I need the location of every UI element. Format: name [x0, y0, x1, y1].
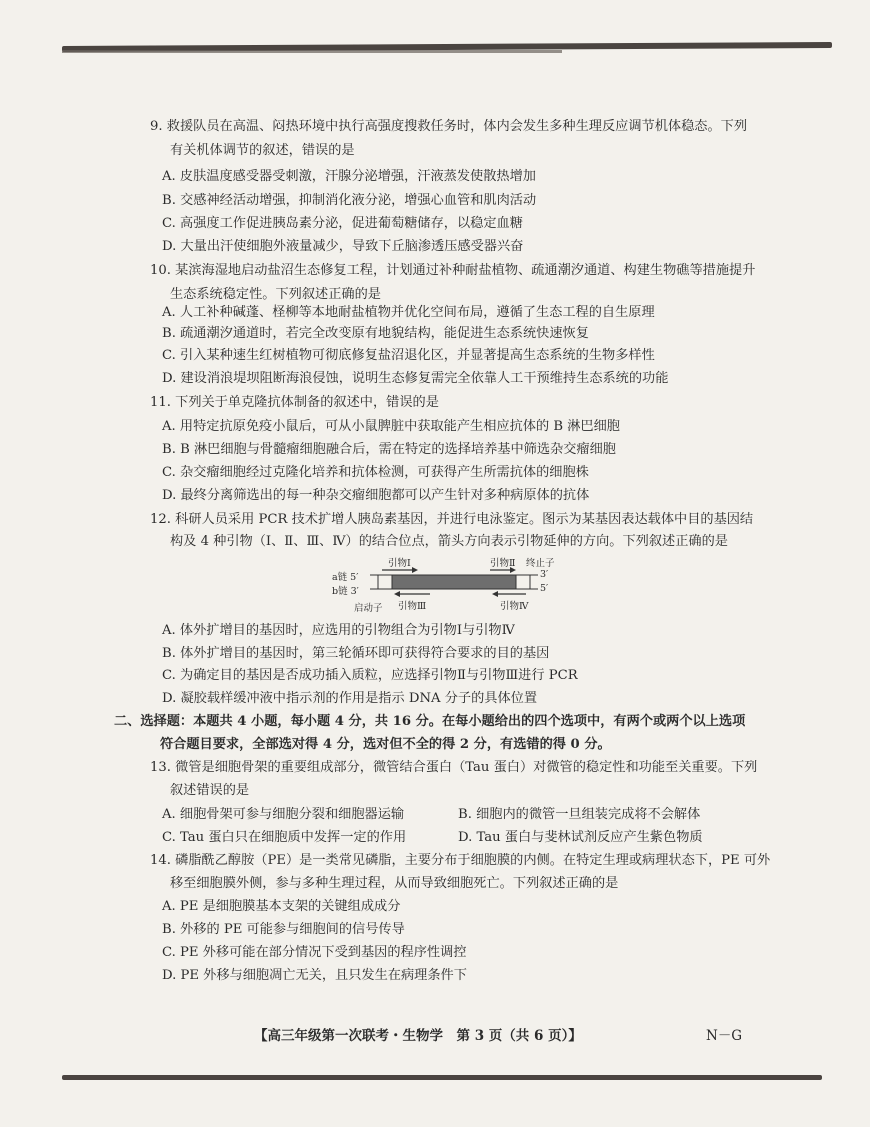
q12-option-a: A. 体外扩增目的基因时，应选用的引物组合为引物Ⅰ与引物Ⅳ [162, 623, 515, 638]
q13-option-b: B. 细胞内的微管一旦组装完成将不会解体 [458, 807, 701, 822]
exam-code: N－G [706, 1028, 743, 1044]
q9-stem-line1: 9. 救援队员在高温、闷热环境中执行高强度搜救任务时，体内会发生多种生理反应调节机体稳态。下列 [150, 119, 748, 134]
q12-option-b: B. 体外扩增目的基因时，第三轮循环即可获得符合要求的目的基因 [162, 646, 550, 661]
q13-option-a: A. 细胞骨架可参与细胞分裂和细胞器运输 [162, 807, 405, 822]
q12-stem-line1: 12. 科研人员采用 PCR 技术扩增人胰岛素基因，并进行电泳鉴定。图示为某基因表达载体中目的基因结 [150, 512, 754, 527]
label-chain-a: a链 5′ [332, 572, 359, 583]
q13-options-row2 [162, 829, 703, 847]
page-footer: 【高三年级第一次联考・生物学 第 3 页（共 6 页）】 [254, 1028, 582, 1044]
target-gene-block [392, 575, 516, 589]
scan-edge-bottom [62, 1075, 822, 1080]
q14-option-c: C. PE 外移可能在部分情况下受到基因的程序性调控 [162, 945, 467, 960]
q14-stem-line1: 14. 磷脂酰乙醇胺（PE）是一类常见磷脂，主要分布于细胞膜的内侧。在特定生理或病理状态下，PE 可外 [150, 853, 771, 868]
q13-stem-line1: 13. 微管是细胞骨架的重要组成部分，微管结合蛋白（Tau 蛋白）对微管的稳定性和功能至关重要。下列 [150, 760, 758, 775]
q11-option-d: D. 最终分离筛选出的每一种杂交瘤细胞都可以产生针对多种病原体的抗体 [162, 488, 590, 503]
q11-option-a: A. 用特定抗原免疫小鼠后，可从小鼠脾脏中获取能产生相应抗体的 B 淋巴细胞 [162, 419, 620, 434]
q13-stem-line2: 叙述错误的是 [170, 783, 250, 798]
label-primer4: 引物Ⅳ [500, 601, 529, 612]
q13-option-c: C. Tau 蛋白只在细胞质中发挥一定的作用 [162, 830, 407, 845]
q13-option-d: D. Tau 蛋白与斐林试剂反应产生紫色物质 [458, 830, 703, 845]
label-primer1: 引物Ⅰ [388, 558, 411, 569]
terminator-block [516, 575, 530, 589]
label-primer3: 引物Ⅲ [398, 601, 427, 612]
q11-option-c: C. 杂交瘤细胞经过克隆化培养和抗体检测，可获得产生所需抗体的细胞株 [162, 465, 589, 480]
q9-option-a: A. 皮肤温度感受器受刺激，汗腺分泌增强，汗液蒸发使散热增加 [162, 169, 536, 184]
q10-option-c: C. 引入某种速生红树植物可彻底修复盐沼退化区，并显著提高生态系统的生物多样性 [162, 348, 655, 363]
label-promoter: 启动子 [354, 603, 383, 614]
q14-stem-line2: 移至细胞膜外侧，参与多种生理过程，从而导致细胞死亡。下列叙述正确的是 [170, 876, 619, 891]
q9-option-d: D. 大量出汗使细胞外液量减少，导致下丘脑渗透压感受器兴奋 [162, 239, 524, 254]
q9-option-c: C. 高强度工作促进胰岛素分泌，促进葡萄糖储存，以稳定血糖 [162, 216, 523, 231]
q10-option-a: A. 人工补种碱蓬、柽柳等本地耐盐植物并优化空间布局，遵循了生态工程的自生原理 [162, 305, 655, 320]
q11-option-b: B. B 淋巴细胞与骨髓瘤细胞融合后，需在特定的选择培养基中筛选杂交瘤细胞 [162, 442, 616, 457]
promoter-block [378, 575, 392, 589]
q13-options-row1 [162, 806, 701, 824]
q14-option-d: D. PE 外移与细胞凋亡无关，且只发生在病理条件下 [162, 968, 467, 983]
q9-stem-line2: 有关机体调节的叙述，错误的是 [170, 143, 355, 158]
q10-option-d: D. 建设消浪堤坝阻断海浪侵蚀，说明生态修复需完全依靠人工干预维持生态系统的功能 [162, 371, 669, 386]
q14-option-a: A. PE 是细胞膜基本支架的关键组成成分 [162, 899, 401, 914]
q14-option-b: B. 外移的 PE 可能参与细胞间的信号传导 [162, 922, 405, 937]
q12-option-c: C. 为确定目的基因是否成功插入质粒，应选择引物Ⅱ与引物Ⅲ进行 PCR [162, 668, 578, 683]
label-chain-b: b链 3′ [332, 586, 359, 597]
q11-stem: 11. 下列关于单克隆抗体制备的叙述中，错误的是 [150, 395, 439, 410]
label-end-b: 5′ [540, 583, 549, 594]
section2-heading: 二、选择题：本题共 4 小题，每小题 4 分，共 16 分。在每小题给出的四个选项中，有两个或两个以上选项 [114, 714, 746, 729]
q12-option-d: D. 凝胶载样缓冲液中指示剂的作用是指示 DNA 分子的具体位置 [162, 691, 538, 706]
section2-instructions: 符合题目要求，全部选对得 4 分，选对但不全的得 2 分，有选错的得 0 分。 [160, 737, 611, 752]
label-end-a: 3′ [540, 569, 549, 580]
label-terminator: 终止子 [526, 558, 555, 569]
pcr-primer-diagram [332, 556, 560, 616]
q10-stem-line1: 10. 某滨海湿地启动盐沼生态修复工程，计划通过补种耐盐植物、疏通潮汐通道、构建生物礁等措施提升 [150, 263, 756, 278]
q12-stem-line2: 构及 4 种引物（Ⅰ、Ⅱ、Ⅲ、Ⅳ）的结合位点，箭头方向表示引物延伸的方向。下列叙述正确的是 [170, 534, 728, 549]
label-primer2: 引物Ⅱ [490, 558, 516, 569]
q10-option-b: B. 疏通潮汐通道时，若完全改变原有地貌结构，能促进生态系统快速恢复 [162, 326, 589, 341]
q10-stem-line2: 生态系统稳定性。下列叙述正确的是 [170, 287, 381, 302]
q9-option-b: B. 交感神经活动增强，抑制消化液分泌，增强心血管和肌肉活动 [162, 193, 537, 208]
